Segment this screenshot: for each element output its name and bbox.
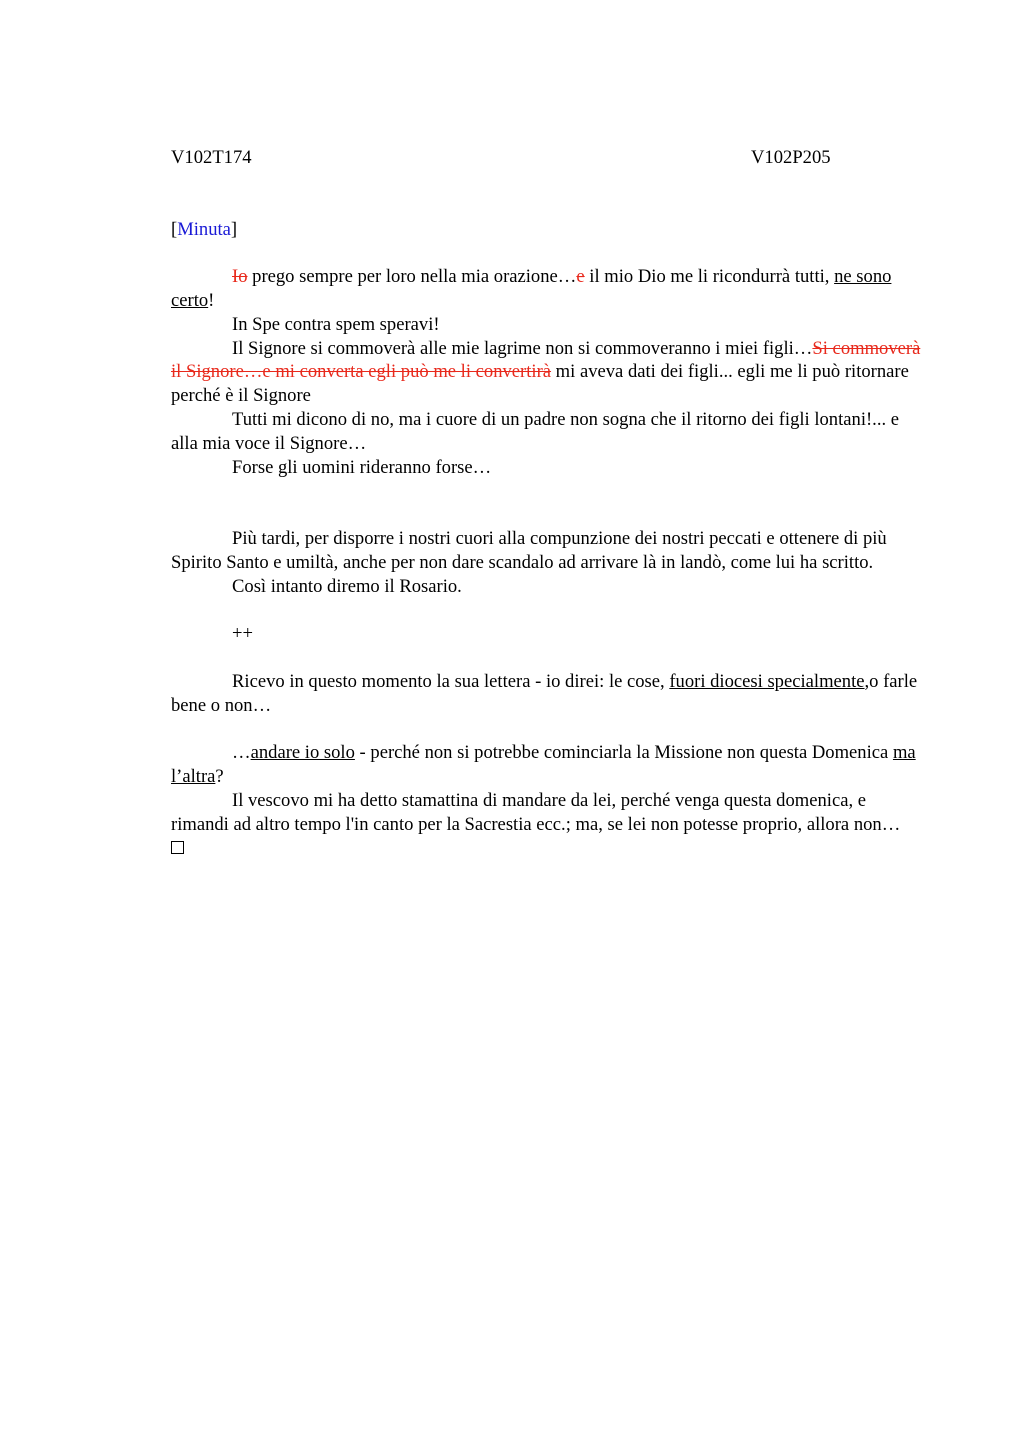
paragraph-7: Così intanto diremo il Rosario.	[232, 575, 462, 597]
minuta-label-text: Minuta	[177, 218, 231, 240]
paragraph-10: …andare io solo - perché non si potrebbe cominciarla la Missione non questa Domenica ma l’altra?	[171, 742, 916, 787]
paragraph-9: Ricevo in questo momento la sua lettera - io direi: le cose, fuori diocesi specialmente,o farle bene o non…	[171, 670, 918, 716]
deleted-text: Io	[232, 266, 248, 288]
separator-mark: ++	[232, 623, 253, 645]
underlined-text: fuori diocesi specialmente	[669, 670, 865, 692]
underlined-text: ne sono certo	[171, 266, 892, 311]
document-header	[171, 146, 923, 170]
paragraph-3: Il Signore si commoverà alle mie lagrime non si commoveranno i miei figli…Si commoverà il Signore…e mi converta egli può me li convertirà mi aveva dati dei figli... egli me li può ritornare perché è il Signore	[171, 337, 921, 407]
paragraph-1: Io prego sempre per loro nella mia orazione…e il mio Dio me li ricondurrà tutti, ne sono certo!	[171, 266, 892, 311]
paragraph-11: Il vescovo mi ha detto stamattina di mandare da lei, perché venga questa domenica, e rimandi ad altro tempo l'in canto per la Sacrestia ecc.; ma, se lei non potesse proprio, allora non…	[171, 789, 901, 835]
end-mark	[171, 836, 923, 861]
empty-square-icon	[171, 841, 184, 854]
minuta-label: [Minuta]	[171, 218, 238, 240]
deleted-text: Si commoverà il Signore…e mi converta egli può me li convertirà	[171, 337, 921, 383]
underlined-text: ma l’altra	[171, 742, 916, 787]
paragraph-4: Tutti mi dicono di no, ma i cuore di un padre non sogna che il ritorno dei figli lontani!... e alla mia voce il Signore…	[171, 408, 900, 454]
document-code-right: V102P205	[751, 147, 831, 168]
paragraph-5: Forse gli uomini rideranno forse…	[232, 456, 492, 478]
paragraph-2: In Spe contra spem speravi!	[232, 313, 440, 335]
document-code-left: V102T174	[171, 147, 252, 168]
underlined-text: andare io solo	[250, 742, 355, 764]
paragraph-6: Più tardi, per disporre i nostri cuori alla compunzione dei nostri peccati e ottenere di più Spirito Santo e umiltà, anche per non dare scandalo ad arrivare là in landò, come lui ha scritto.	[171, 527, 887, 573]
deleted-text: e	[576, 266, 585, 288]
document-page	[171, 146, 923, 861]
